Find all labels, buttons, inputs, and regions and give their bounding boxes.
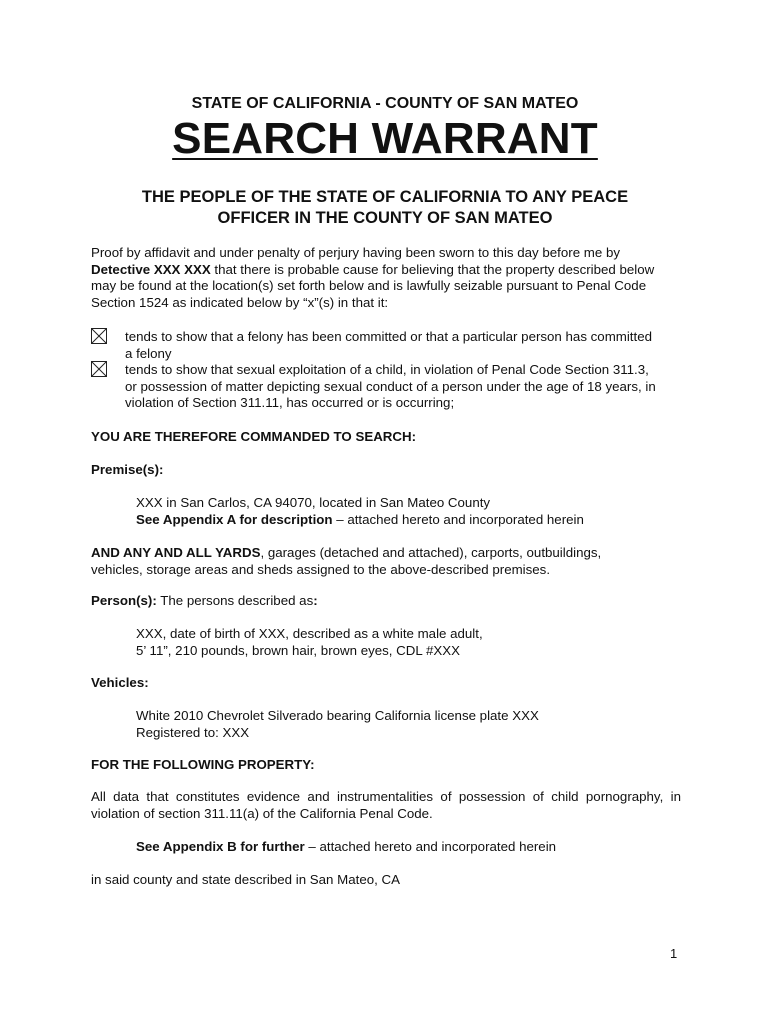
property-appendix [136,839,696,856]
appendix-b-rest: – attached hereto and incorporated herein [304,839,557,854]
ground-felony [125,329,683,362]
intro-paragraph [91,245,681,312]
person-description-line-1: XXX, date of birth of XXX, described as a white male adult, [136,626,483,641]
affiant-name: Detective XXX XXX [91,261,211,277]
persons-colon: : [313,593,318,608]
ground-felony-line-2: a felony [125,345,172,361]
intro-line-2-rest: that there is probable cause for believing that the property described below [210,261,655,277]
closing-line: in said county and state described in San Mateo, CA [91,872,400,887]
vehicle-description: White 2010 Chevrolet Silverado bearing California license plate XXX [136,708,539,723]
yards-line-2: vehicles, storage areas and sheds assigned to the above-described premises. [91,561,551,577]
property-heading: FOR THE FOLLOWING PROPERTY: [91,757,315,772]
yards-bold: AND ANY AND ALL YARDS [91,545,261,560]
vehicle-registration: Registered to: XXX [136,724,250,740]
persons-block [136,626,696,659]
ground-child-exploitation [125,362,683,412]
checked-box-icon[interactable] [91,328,107,344]
yards-line-1 [91,545,681,562]
persons-label-rest: The persons described as [156,593,314,608]
property-description: All data that constitutes evidence and instrumentalities of possession of child pornography, in violation of section 311.11(a) of the California Penal Code. [91,789,681,821]
document-title: SEARCH WARRANT [172,114,598,163]
addressee-line-2: OFFICER IN THE COUNTY OF SAN MATEO [217,209,553,227]
appendix-a-rest: – attached hereto and incorporated herein [332,511,584,527]
premises-block [136,495,696,528]
ground-exploitation-line-1: tends to show that sexual exploitation of a child, in violation of Penal Code Section 311.3, [125,362,649,377]
yards-line-1-rest: , garages (detached and attached), carports, outbuildings, [260,545,602,560]
command-heading: YOU ARE THEREFORE COMMANDED TO SEARCH: [91,429,417,444]
ground-felony-line-1: tends to show that a felony has been committed or that a particular person has committed [125,329,652,344]
persons-heading [91,593,681,610]
premises-appendix [136,512,696,529]
ground-exploitation-line-3: violation of Section 311.11, has occurred or is occurring; [125,395,455,411]
intro-line-2 [91,262,681,279]
premises-address: XXX in San Carlos, CA 94070, located in San Mateo County [136,495,491,510]
intro-line-4: Section 1524 as indicated below by “x”(s) in that it: [91,295,389,311]
intro-line-3: may be found at the location(s) set forth below and is lawfully seizable pursuant to Penal Code [91,278,647,294]
appendix-b-reference: See Appendix B for further [136,839,305,854]
addressee-heading [0,187,770,229]
checked-box-icon[interactable] [91,361,107,377]
appendix-a-reference: See Appendix A for description [136,511,333,527]
premises-heading: Premise(s): [91,462,164,477]
ground-exploitation-line-2: or possession of matter depicting sexual conduct of a person under the age of 18 years, in [125,378,656,394]
vehicles-heading: Vehicles: [91,675,149,690]
vehicles-block [136,708,696,741]
addressee-line-1: THE PEOPLE OF THE STATE OF CALIFORNIA TO ANY PEACE [141,188,629,206]
persons-label: Person(s): [91,593,157,608]
person-description-line-2: 5’ 11”, 210 pounds, brown hair, brown eyes, CDL #XXX [136,642,460,658]
jurisdiction-heading: STATE OF CALIFORNIA - COUNTY OF SAN MATEO [191,95,579,112]
page-number: 1 [670,946,678,961]
intro-line-1: Proof by affidavit and under penalty of perjury having been sworn to this day before me by [91,245,620,260]
yards-paragraph [91,545,681,578]
